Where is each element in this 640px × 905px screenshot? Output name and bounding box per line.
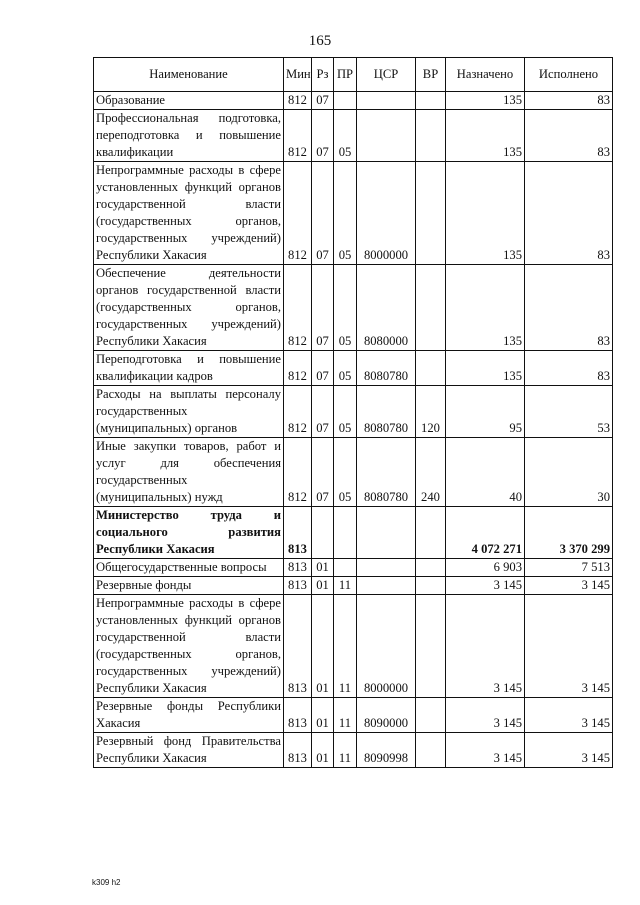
cell-pr: 05 xyxy=(334,110,357,162)
cell-pr: 11 xyxy=(334,595,357,698)
cell-assigned: 135 xyxy=(446,92,525,110)
page-number: 165 xyxy=(308,33,332,49)
cell-pr: 05 xyxy=(334,265,357,351)
table-row xyxy=(94,507,613,559)
col-header-csr: ЦСР xyxy=(357,58,416,92)
cell-csr: 8090998 xyxy=(357,733,416,768)
cell-min: 813 xyxy=(284,698,312,733)
cell-rz: 07 xyxy=(312,386,334,438)
cell-assigned: 95 xyxy=(446,386,525,438)
cell-min: 813 xyxy=(284,559,312,577)
cell-rz: 07 xyxy=(312,92,334,110)
cell-assigned: 135 xyxy=(446,351,525,386)
cell-executed: 83 xyxy=(525,351,613,386)
cell-executed: 3 145 xyxy=(525,733,613,768)
cell-name: Общегосударственные вопросы xyxy=(94,559,284,577)
cell-name: Обеспечение деятельности органов государственной власти (государственных органов, государственных учреждений) Республики Хакасия xyxy=(94,265,284,351)
cell-vr xyxy=(416,559,446,577)
cell-pr: 11 xyxy=(334,577,357,595)
cell-assigned: 3 145 xyxy=(446,595,525,698)
cell-name: Непрограммные расходы в сфере установленных функций органов государственной власти (государственных органов, государственных учреждений) Республики Хакасия xyxy=(94,162,284,265)
cell-executed: 83 xyxy=(525,110,613,162)
cell-pr: 05 xyxy=(334,351,357,386)
cell-executed: 83 xyxy=(525,162,613,265)
cell-name: Иные закупки товаров, работ и услуг для обеспечения государственных (муниципальных) нужд xyxy=(94,438,284,507)
cell-rz: 07 xyxy=(312,351,334,386)
cell-csr: 8090000 xyxy=(357,698,416,733)
cell-assigned: 3 145 xyxy=(446,577,525,595)
cell-pr: 05 xyxy=(334,162,357,265)
cell-min: 812 xyxy=(284,92,312,110)
cell-assigned: 3 145 xyxy=(446,698,525,733)
col-header-executed: Исполнено xyxy=(525,58,613,92)
cell-pr xyxy=(334,507,357,559)
col-header-assigned: Назначено xyxy=(446,58,525,92)
table-row xyxy=(94,559,613,577)
cell-name: Резервный фонд Правительства Республики Хакасия xyxy=(94,733,284,768)
cell-csr: 8080780 xyxy=(357,386,416,438)
cell-pr: 11 xyxy=(334,698,357,733)
cell-csr xyxy=(357,507,416,559)
cell-rz xyxy=(312,507,334,559)
cell-vr xyxy=(416,698,446,733)
cell-vr xyxy=(416,92,446,110)
table-row xyxy=(94,595,613,698)
cell-vr xyxy=(416,351,446,386)
cell-pr: 05 xyxy=(334,386,357,438)
table-row xyxy=(94,110,613,162)
cell-min: 813 xyxy=(284,507,312,559)
cell-rz: 01 xyxy=(312,577,334,595)
cell-executed: 3 370 299 xyxy=(525,507,613,559)
table-row xyxy=(94,577,613,595)
cell-rz: 01 xyxy=(312,595,334,698)
cell-vr xyxy=(416,733,446,768)
cell-executed: 30 xyxy=(525,438,613,507)
col-header-rz: Рз xyxy=(312,58,334,92)
cell-vr xyxy=(416,595,446,698)
cell-csr: 8000000 xyxy=(357,595,416,698)
col-header-vr: ВР xyxy=(416,58,446,92)
cell-assigned: 40 xyxy=(446,438,525,507)
cell-executed: 83 xyxy=(525,265,613,351)
table-row xyxy=(94,162,613,265)
cell-assigned: 6 903 xyxy=(446,559,525,577)
cell-name: Резервные фонды Республики Хакасия xyxy=(94,698,284,733)
cell-rz: 07 xyxy=(312,265,334,351)
cell-vr: 120 xyxy=(416,386,446,438)
table-row xyxy=(94,92,613,110)
cell-csr: 8000000 xyxy=(357,162,416,265)
cell-name: Расходы на выплаты персоналу государственных (муниципальных) органов xyxy=(94,386,284,438)
cell-csr: 8080000 xyxy=(357,265,416,351)
col-header-name: Наименование xyxy=(94,58,284,92)
cell-min: 813 xyxy=(284,733,312,768)
cell-assigned: 135 xyxy=(446,162,525,265)
cell-rz: 01 xyxy=(312,559,334,577)
table-row xyxy=(94,733,613,768)
cell-pr: 11 xyxy=(334,733,357,768)
cell-assigned: 3 145 xyxy=(446,733,525,768)
cell-csr xyxy=(357,577,416,595)
cell-executed: 3 145 xyxy=(525,698,613,733)
col-header-pr: ПР xyxy=(334,58,357,92)
table-row xyxy=(94,351,613,386)
cell-min: 812 xyxy=(284,265,312,351)
cell-name: Министерство труда и социального развития Республики Хакасия xyxy=(94,507,284,559)
cell-vr xyxy=(416,162,446,265)
cell-min: 812 xyxy=(284,386,312,438)
col-header-min: Мин xyxy=(284,58,312,92)
cell-vr xyxy=(416,507,446,559)
cell-name: Профессиональная подготовка, переподготовка и повышение квалификации xyxy=(94,110,284,162)
cell-min: 812 xyxy=(284,438,312,507)
cell-assigned: 135 xyxy=(446,265,525,351)
cell-name: Образование xyxy=(94,92,284,110)
header-row xyxy=(94,58,613,92)
cell-csr: 8080780 xyxy=(357,438,416,507)
cell-name: Резервные фонды xyxy=(94,577,284,595)
table-row xyxy=(94,698,613,733)
cell-rz: 01 xyxy=(312,698,334,733)
cell-min: 813 xyxy=(284,595,312,698)
table-row xyxy=(94,438,613,507)
cell-executed: 83 xyxy=(525,92,613,110)
cell-vr xyxy=(416,110,446,162)
cell-pr: 05 xyxy=(334,438,357,507)
cell-min: 812 xyxy=(284,162,312,265)
footer-code: k309 h2 xyxy=(92,878,121,887)
cell-vr: 240 xyxy=(416,438,446,507)
cell-pr xyxy=(334,559,357,577)
budget-table xyxy=(93,57,613,768)
cell-executed: 53 xyxy=(525,386,613,438)
table-row xyxy=(94,265,613,351)
cell-rz: 01 xyxy=(312,733,334,768)
cell-csr: 8080780 xyxy=(357,351,416,386)
cell-executed: 3 145 xyxy=(525,595,613,698)
cell-min: 812 xyxy=(284,351,312,386)
cell-csr xyxy=(357,559,416,577)
cell-csr xyxy=(357,110,416,162)
cell-vr xyxy=(416,577,446,595)
cell-csr xyxy=(357,92,416,110)
cell-assigned: 135 xyxy=(446,110,525,162)
cell-vr xyxy=(416,265,446,351)
cell-rz: 07 xyxy=(312,162,334,265)
cell-min: 813 xyxy=(284,577,312,595)
cell-pr xyxy=(334,92,357,110)
table-row xyxy=(94,386,613,438)
cell-name: Непрограммные расходы в сфере установленных функций органов государственной власти (государственных органов, государственных учреждений) Республики Хакасия xyxy=(94,595,284,698)
cell-rz: 07 xyxy=(312,438,334,507)
cell-min: 812 xyxy=(284,110,312,162)
cell-executed: 3 145 xyxy=(525,577,613,595)
cell-assigned: 4 072 271 xyxy=(446,507,525,559)
cell-rz: 07 xyxy=(312,110,334,162)
cell-name: Переподготовка и повышение квалификации кадров xyxy=(94,351,284,386)
cell-executed: 7 513 xyxy=(525,559,613,577)
